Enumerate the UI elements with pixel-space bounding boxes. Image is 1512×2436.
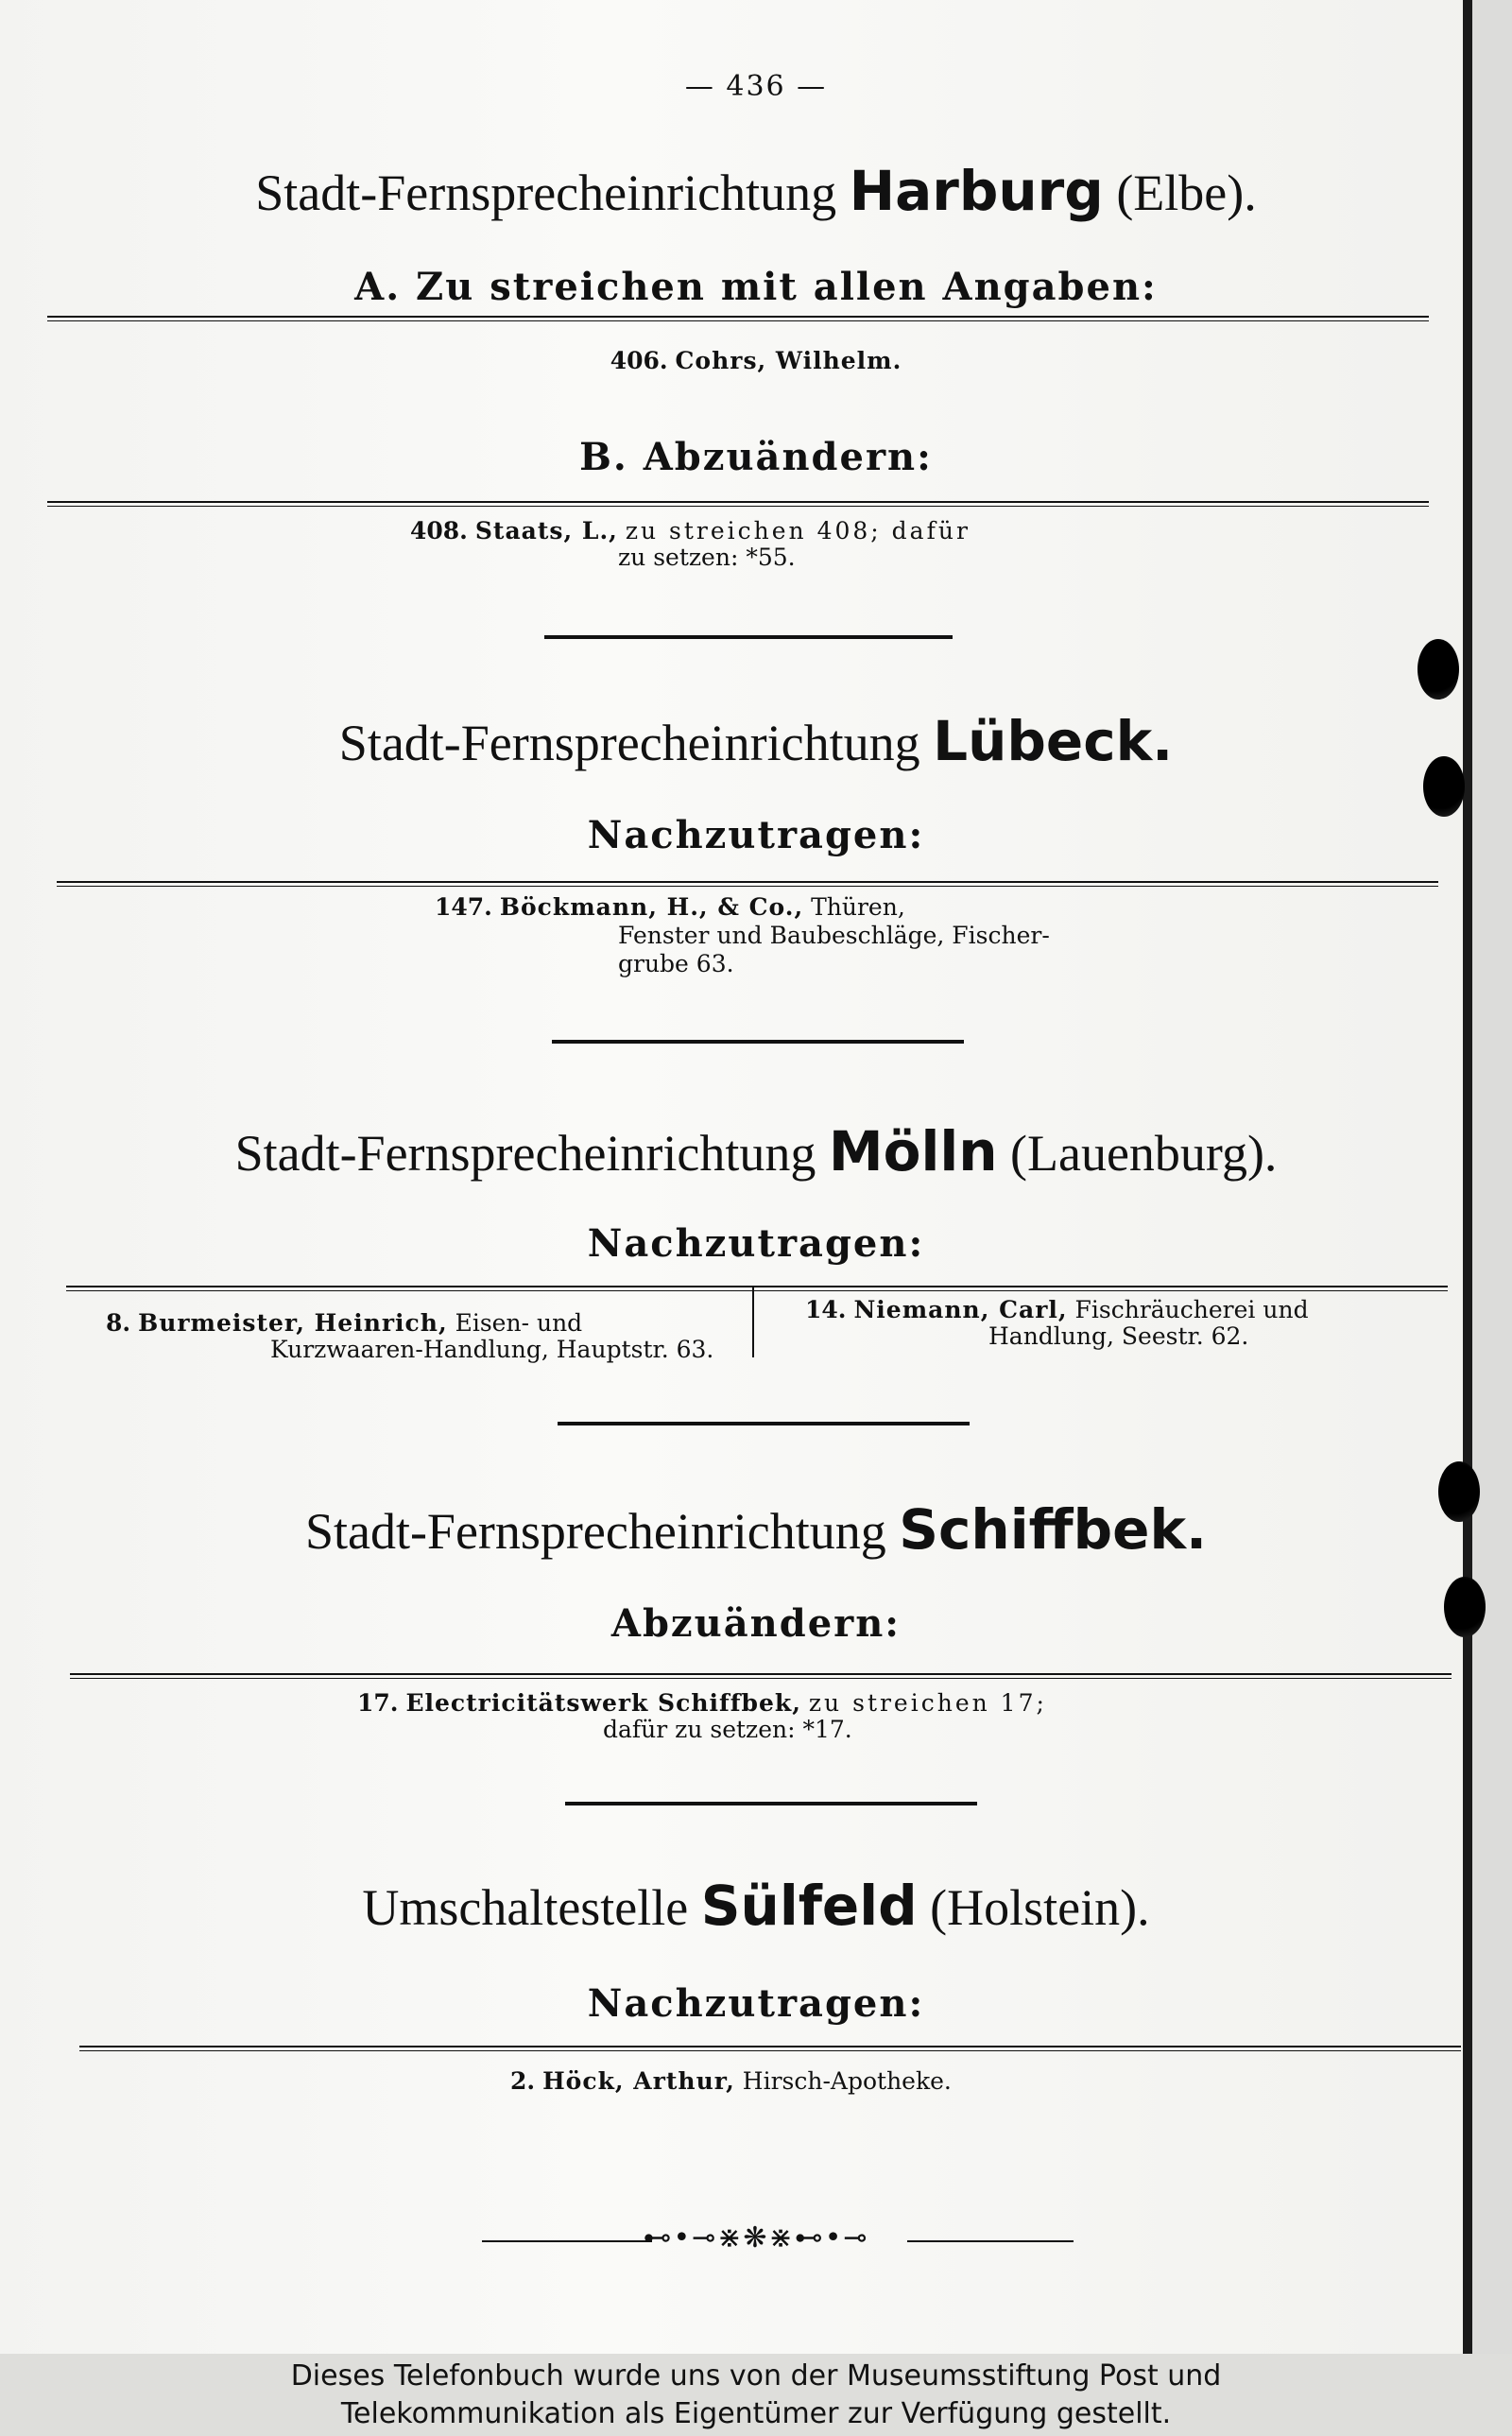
entry-name: Electricitätswerk Schiffbek, <box>405 1689 801 1717</box>
place-name: Harburg <box>849 159 1104 223</box>
entry-408-continued: zu setzen: *55. <box>618 544 796 571</box>
double-rule <box>57 881 1438 887</box>
entry-name: Cohrs, Wilhelm. <box>675 347 902 374</box>
footer-notice <box>0 2354 1512 2436</box>
heading-nachzutragen: Nachzutragen: <box>587 1221 925 1266</box>
section-title-harburg <box>0 159 1512 223</box>
section-title-luebeck <box>0 709 1512 773</box>
entry-text: Fischräucherei und <box>1074 1296 1309 1323</box>
section-separator <box>544 635 953 639</box>
entry-17-continued: dafür zu setzen: *17. <box>603 1716 852 1743</box>
heading-nachzutragen: Nachzutragen: <box>587 1981 925 2026</box>
double-rule <box>66 1286 1448 1291</box>
entry-text: Thüren, <box>811 893 905 921</box>
title-suffix: (Elbe). <box>1116 164 1257 221</box>
title-prefix: Stadt-Fernsprecheinrichtung <box>338 715 920 771</box>
heading-abzuaendern: Abzuändern: <box>610 1601 902 1646</box>
entry-name: Böckmann, H., & Co., <box>499 893 804 921</box>
section-title-suelfeld <box>0 1874 1512 1938</box>
column-divider <box>752 1287 754 1357</box>
place-name: Mölln <box>828 1119 998 1183</box>
double-rule <box>70 1673 1452 1679</box>
entry-147-line2: Fenster und Baubeschläge, Fischer- <box>618 922 1050 949</box>
title-prefix: Stadt-Fernsprecheinrichtung <box>255 164 837 221</box>
entry-number: 14. <box>805 1296 847 1323</box>
ornament-line-right <box>907 2240 1074 2242</box>
entry-name: Burmeister, Heinrich, <box>138 1309 448 1337</box>
section-separator <box>558 1422 970 1425</box>
title-prefix: Stadt-Fernsprecheinrichtung <box>234 1125 816 1182</box>
entry-2 <box>510 2066 952 2097</box>
footer-line-1: Dieses Telefonbuch wurde uns von der Museumsstiftung Post und <box>290 2359 1222 2393</box>
entry-147 <box>435 892 905 923</box>
entry-number: 17. <box>357 1689 399 1717</box>
entry-text: zu streichen 17; <box>808 1689 1047 1717</box>
entry-number: 8. <box>106 1309 131 1337</box>
punch-hole <box>1418 639 1459 700</box>
double-rule <box>47 501 1429 507</box>
section-title-moelln <box>0 1119 1512 1183</box>
title-prefix: Umschaltestelle <box>362 1879 689 1936</box>
place-name: Schiffbek. <box>899 1497 1208 1562</box>
place-name: Sülfeld <box>700 1874 918 1938</box>
heading-nachzutragen: Nachzutragen: <box>587 813 925 857</box>
entry-number: 147. <box>435 893 492 921</box>
section-separator <box>552 1040 964 1044</box>
entry-text: Hirsch-Apotheke. <box>742 2067 952 2095</box>
page-number: — 436 — <box>684 70 828 103</box>
entry-name: Niemann, Carl, <box>853 1296 1068 1323</box>
section-title-schiffbek <box>0 1497 1512 1562</box>
title-prefix: Stadt-Fernsprecheinrichtung <box>304 1503 886 1560</box>
entry-name: Staats, L., <box>474 517 618 544</box>
title-suffix: (Holstein). <box>930 1879 1150 1936</box>
entry-number: 408. <box>410 517 468 544</box>
entry-number: 2. <box>510 2067 536 2095</box>
entry-name: Höck, Arthur, <box>542 2067 735 2095</box>
entry-14-line2: Handlung, Seestr. 62. <box>988 1322 1249 1350</box>
entry-147-line3: grube 63. <box>618 950 734 977</box>
section-separator <box>565 1802 977 1805</box>
double-rule <box>47 316 1429 321</box>
entry-text: zu streichen 408; dafür <box>625 517 971 544</box>
entry-number: 406. <box>610 347 668 374</box>
heading-zu-streichen: A. Zu streichen mit allen Angaben: <box>354 265 1158 309</box>
ornament-divider: ⊷•⊸⋇❋⋇⊷•⊸ <box>643 2221 869 2255</box>
entry-406 <box>0 346 1512 376</box>
heading-abzuaendern: B. Abzuändern: <box>579 435 933 479</box>
place-name: Lübeck. <box>933 709 1174 773</box>
entry-text: Eisen- und <box>455 1309 583 1337</box>
double-rule <box>79 2046 1461 2051</box>
footer-line-2: Telekommunikation als Eigentümer zur Verfügung gestellt. <box>340 2397 1172 2430</box>
entry-8-line2: Kurzwaaren-Handlung, Hauptstr. 63. <box>270 1336 714 1363</box>
title-suffix: (Lauenburg). <box>1010 1125 1278 1182</box>
